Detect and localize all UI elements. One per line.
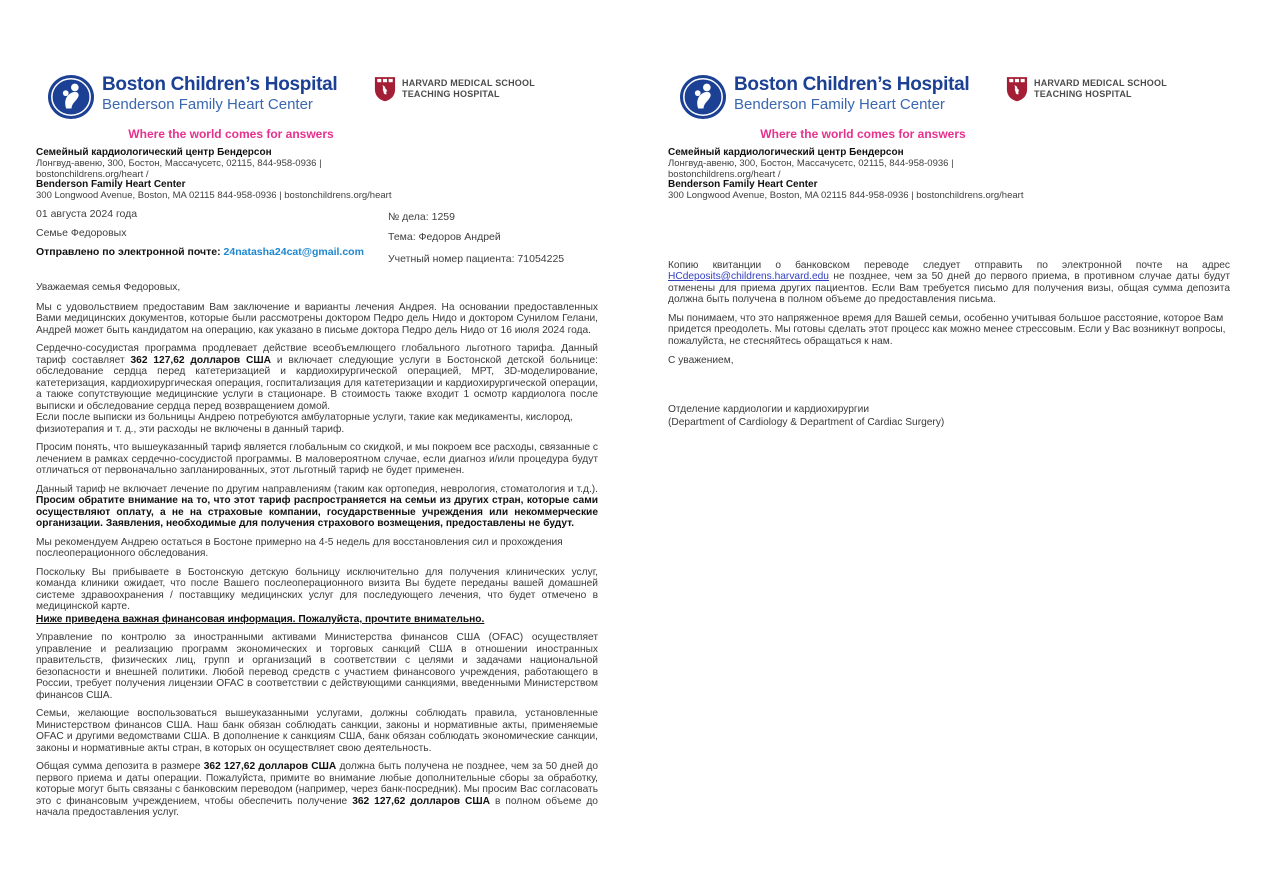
letter-recipient: Семье Федоровых — [36, 226, 127, 239]
brand-subtitle: Benderson Family Heart Center — [102, 96, 313, 113]
address-en-name: Benderson Family Heart Center — [668, 179, 818, 191]
paragraph-text: в полном объеме до начала предоставления услуг. — [36, 795, 598, 819]
paragraph-intro — [36, 302, 598, 337]
letter-date: 01 августа 2024 года — [36, 207, 138, 220]
paragraph-ofac — [36, 632, 598, 701]
paragraph-text: и включает следующие услуги в Бостонской детской больнице: обследование сердца перед катетеризацией и кардиохирургической операцией, МРТ, 3D-моделирование, катетеризация, кардиохирургическая операция, госпитализация для катетеризации и кардиохирургической операции, а также сопутствующие медицинские услуги в стационаре. В стоимость также входит 1 осмотр кардиолога после выписки и обследование сердца перед возвращением домой. — [36, 354, 598, 412]
brand-tagline: Where the world comes for answers — [128, 127, 334, 141]
letter-page-1 — [36, 0, 598, 826]
paragraph-text: Мы с удовольствием предоставим Вам заключение и варианты лечения Андрея. На основании предоставленных Вами медицинских документов, которые были рассмотрены доктором Педро дель Нидо и доктором Сунилом Гелани, Андрей может быть кандидатом на операцию, как указано в письме доктора Педро дель Нидо от 16 июля 2024 года. — [36, 301, 598, 336]
paragraph-wire-receipt — [668, 260, 1230, 306]
brand-title: Boston Children’s Hospital — [734, 74, 970, 95]
address-ru-name: Семейный кардиологический центр Бендерсон — [668, 147, 904, 158]
deposits-email-link[interactable]: HCdeposits@childrens.harvard.edu — [668, 271, 829, 283]
signature-department-en: (Department of Cardiology & Department of Cardiac Surgery) — [668, 416, 945, 428]
deposit-amount: 362 127,62 долларов США — [352, 795, 490, 807]
letter-page-2 — [668, 0, 1230, 429]
financial-info-heading: Ниже приведена важная финансовая информация. Пожалуйста, прочтите внимательно. — [36, 613, 485, 625]
paragraph-text: Общая сумма депозита в размере — [36, 761, 204, 773]
subject-line: Тема: Федоров Андрей — [388, 230, 501, 243]
letter-body-2 — [668, 260, 1230, 430]
recipient-email-link[interactable]: 24natasha24cat@gmail.com — [223, 245, 364, 258]
paragraph-exclusions — [36, 484, 598, 530]
salutation: Уважаемая семья Федоровых, — [36, 281, 181, 293]
deposit-amount: 362 127,62 долларов США — [203, 761, 337, 773]
paragraph-text: Сердечно-сосудистая программа продлевает действие всеобъемлющего глобального льготного тарифа. Данный тариф составляет — [36, 343, 598, 366]
case-number: № дела: 1259 — [388, 210, 455, 223]
paragraph-outpatient — [36, 412, 598, 435]
boston-childrens-seal-icon — [679, 74, 727, 125]
paragraph-text: Мы понимаем, что это напряженное время для Вашей семьи, особенно учитывая большое расстояние, которое Вам придется преодолеть. Мы готовы сделать этот процесс как можно менее стрессовым. Если у Вас возникнут вопросы, пожалуйста, не стесняйтесь обращаться к нам. — [668, 312, 1226, 347]
address-block — [668, 148, 1230, 202]
brand-subtitle: Benderson Family Heart Center — [734, 96, 945, 113]
paragraph-stay-recommendation — [36, 537, 598, 560]
paragraph-tariff — [36, 343, 598, 412]
closing: С уважением, — [668, 355, 734, 367]
paragraph-text: должна быть получена не позднее, чем за 50 дней до первого приема и даты операции. Пожалуйста, примите во внимание любые дополнительные сборы за обработку, которые могут быть связаны с банковским переводом (например, через банк-посредник). Мы просим Вас согласовать это с финансовым учреждением, чтобы обеспечить получение — [36, 761, 599, 807]
paragraph-text: Поскольку Вы прибываете в Бостонскую детскую больницу исключительно для получения клинических услуг, команда клиники ожидает, что после Вашего послеоперационного визита Вы будете переданы вашей домашней системе здравоохранения / поставщику медицинских услуг для последующего лечения, что будет отмечено в медицинской карте. — [36, 566, 598, 613]
harvard-line1: HARVARD MEDICAL SCHOOL — [1034, 78, 1167, 88]
paragraph-text: Копию квитанции о банковском переводе следует отправить по электронной почте на адрес — [668, 259, 1230, 271]
address-en-line: 300 Longwood Avenue, Boston, MA 02115 844-958-0936 | bostonchildrens.org/heart — [36, 190, 392, 202]
letterhead — [36, 74, 598, 124]
letter-meta — [36, 208, 598, 266]
address-ru-name: Семейный кардиологический центр Бендерсон — [36, 147, 272, 158]
signature-department-ru: Отделение кардиологии и кардиохирургии — [668, 404, 870, 416]
patient-account-number: Учетный номер пациента: 71054225 — [388, 252, 565, 265]
address-ru-line2: bostonchildrens.org/heart / — [36, 168, 149, 180]
paragraph-support — [668, 313, 1230, 348]
paragraph-text: Мы рекомендуем Андрею остаться в Бостоне примерно на 4-5 недель для восстановления сил и прохождения послеоперационного обследования. — [36, 536, 563, 560]
paragraph-text: Просим понять, что вышеуказанный тариф является глобальным со скидкой, и мы покроем все расходы, связанные с лечением в рамках сердечно-сосудистой программы. В маловероятном случае, если диагноз и/или процедура будут отличаться от первоначально запланированных, этот льготный тариф не будет применен. — [36, 442, 598, 477]
email-label: Отправлено по электронной почте: — [36, 245, 224, 258]
harvard-line2: TEACHING HOSPITAL — [402, 89, 500, 99]
address-en-name: Benderson Family Heart Center — [36, 179, 186, 191]
paragraph-text: Если после выписки из больницы Андрею потребуются амбулаторные услуги, такие как медикаменты, кислород, физиотерапия и т. д., эти расходы не включены в данный тариф. — [36, 412, 573, 435]
signature-block — [668, 404, 1230, 429]
boston-childrens-seal-icon — [47, 74, 95, 125]
brand-title: Boston Children’s Hospital — [102, 74, 338, 95]
address-ru-line1: Лонгвуд-авеню, 300, Бостон, Массачусетс, 02115, 844-958-0936 | — [36, 157, 322, 169]
paragraph-text: Данный тариф не включает лечение по другим направлениям (таким как ортопедия, неврология, стоматология и т.д.). — [36, 483, 598, 495]
harvard-shield-icon — [1006, 76, 1028, 107]
address-ru-line1: Лонгвуд-авеню, 300, Бостон, Массачусетс, 02115, 844-958-0936 | — [668, 157, 954, 169]
harvard-logo — [374, 76, 535, 107]
harvard-text — [402, 76, 535, 100]
address-ru-line2: bostonchildrens.org/heart / — [668, 168, 781, 180]
paragraph-text: Управление по контролю за иностранными активами Министерства финансов США (OFAC) осуществляет управление и реализацию программ экономических и торговых санкций США в отношении иностранных правительств, физических лиц, групп и организаций в соответствии с целями и задачами национальной безопасности и внешней политики. Любой перевод средств с участием финансового учреждения, работающего в России, требует получения лицензии OFAC в соответствии с действующими санкциями, введенными Министерством финансов США. — [36, 632, 598, 701]
tariff-amount: 362 127,62 долларов США — [130, 354, 271, 366]
meta-right — [388, 211, 564, 265]
paragraph-text: не позднее, чем за 50 дней до первого приема, в противном случае даты будут отменены для приема других пациентов. Если Вам требуется письмо для получения визы, общая сумма депозита должна быть получена в полном объеме до предоставления письма. — [668, 271, 1230, 306]
letterhead — [668, 74, 1230, 124]
paragraph-followup — [36, 567, 598, 613]
paragraph-text: Семьи, желающие воспользоваться вышеуказанными услугами, должны соблюдать правила, установленные Министерством финансов США. Наш банк обязан соблюдать санкции, законы и нормативные акты, применяемые OFAC и другими ведомствами США. В дополнение к санкциям США, банк обязан соблюдать экономические санкции, законы и нормативные акты стран, в которых он осуществляет свою деятельность. — [36, 708, 598, 754]
paragraph-deposit — [36, 761, 598, 819]
letter-body-1 — [36, 302, 598, 819]
harvard-shield-icon — [374, 76, 396, 107]
harvard-line1: HARVARD MEDICAL SCHOOL — [402, 78, 535, 88]
exclusions-bold-note: Просим обратите внимание на то, что этот тариф распространяется на семьи из других стран, которые сами осуществляют оплату, а не на страховые компании, государственные учреждения или некоммерческие организации. Заявления, необходимые для получения страхового возмещения, предоставлены не будут. — [36, 495, 598, 530]
address-en-line: 300 Longwood Avenue, Boston, MA 02115 844-958-0936 | bostonchildrens.org/heart — [668, 190, 1024, 202]
harvard-line2: TEACHING HOSPITAL — [1034, 89, 1132, 99]
harvard-logo — [1006, 76, 1167, 107]
brand-text — [734, 74, 969, 113]
address-block — [36, 148, 598, 202]
brand-text — [102, 74, 337, 113]
brand-tagline: Where the world comes for answers — [760, 127, 966, 141]
paragraph-sanctions — [36, 708, 598, 754]
paragraph-global-rate — [36, 442, 598, 477]
harvard-text — [1034, 76, 1167, 100]
